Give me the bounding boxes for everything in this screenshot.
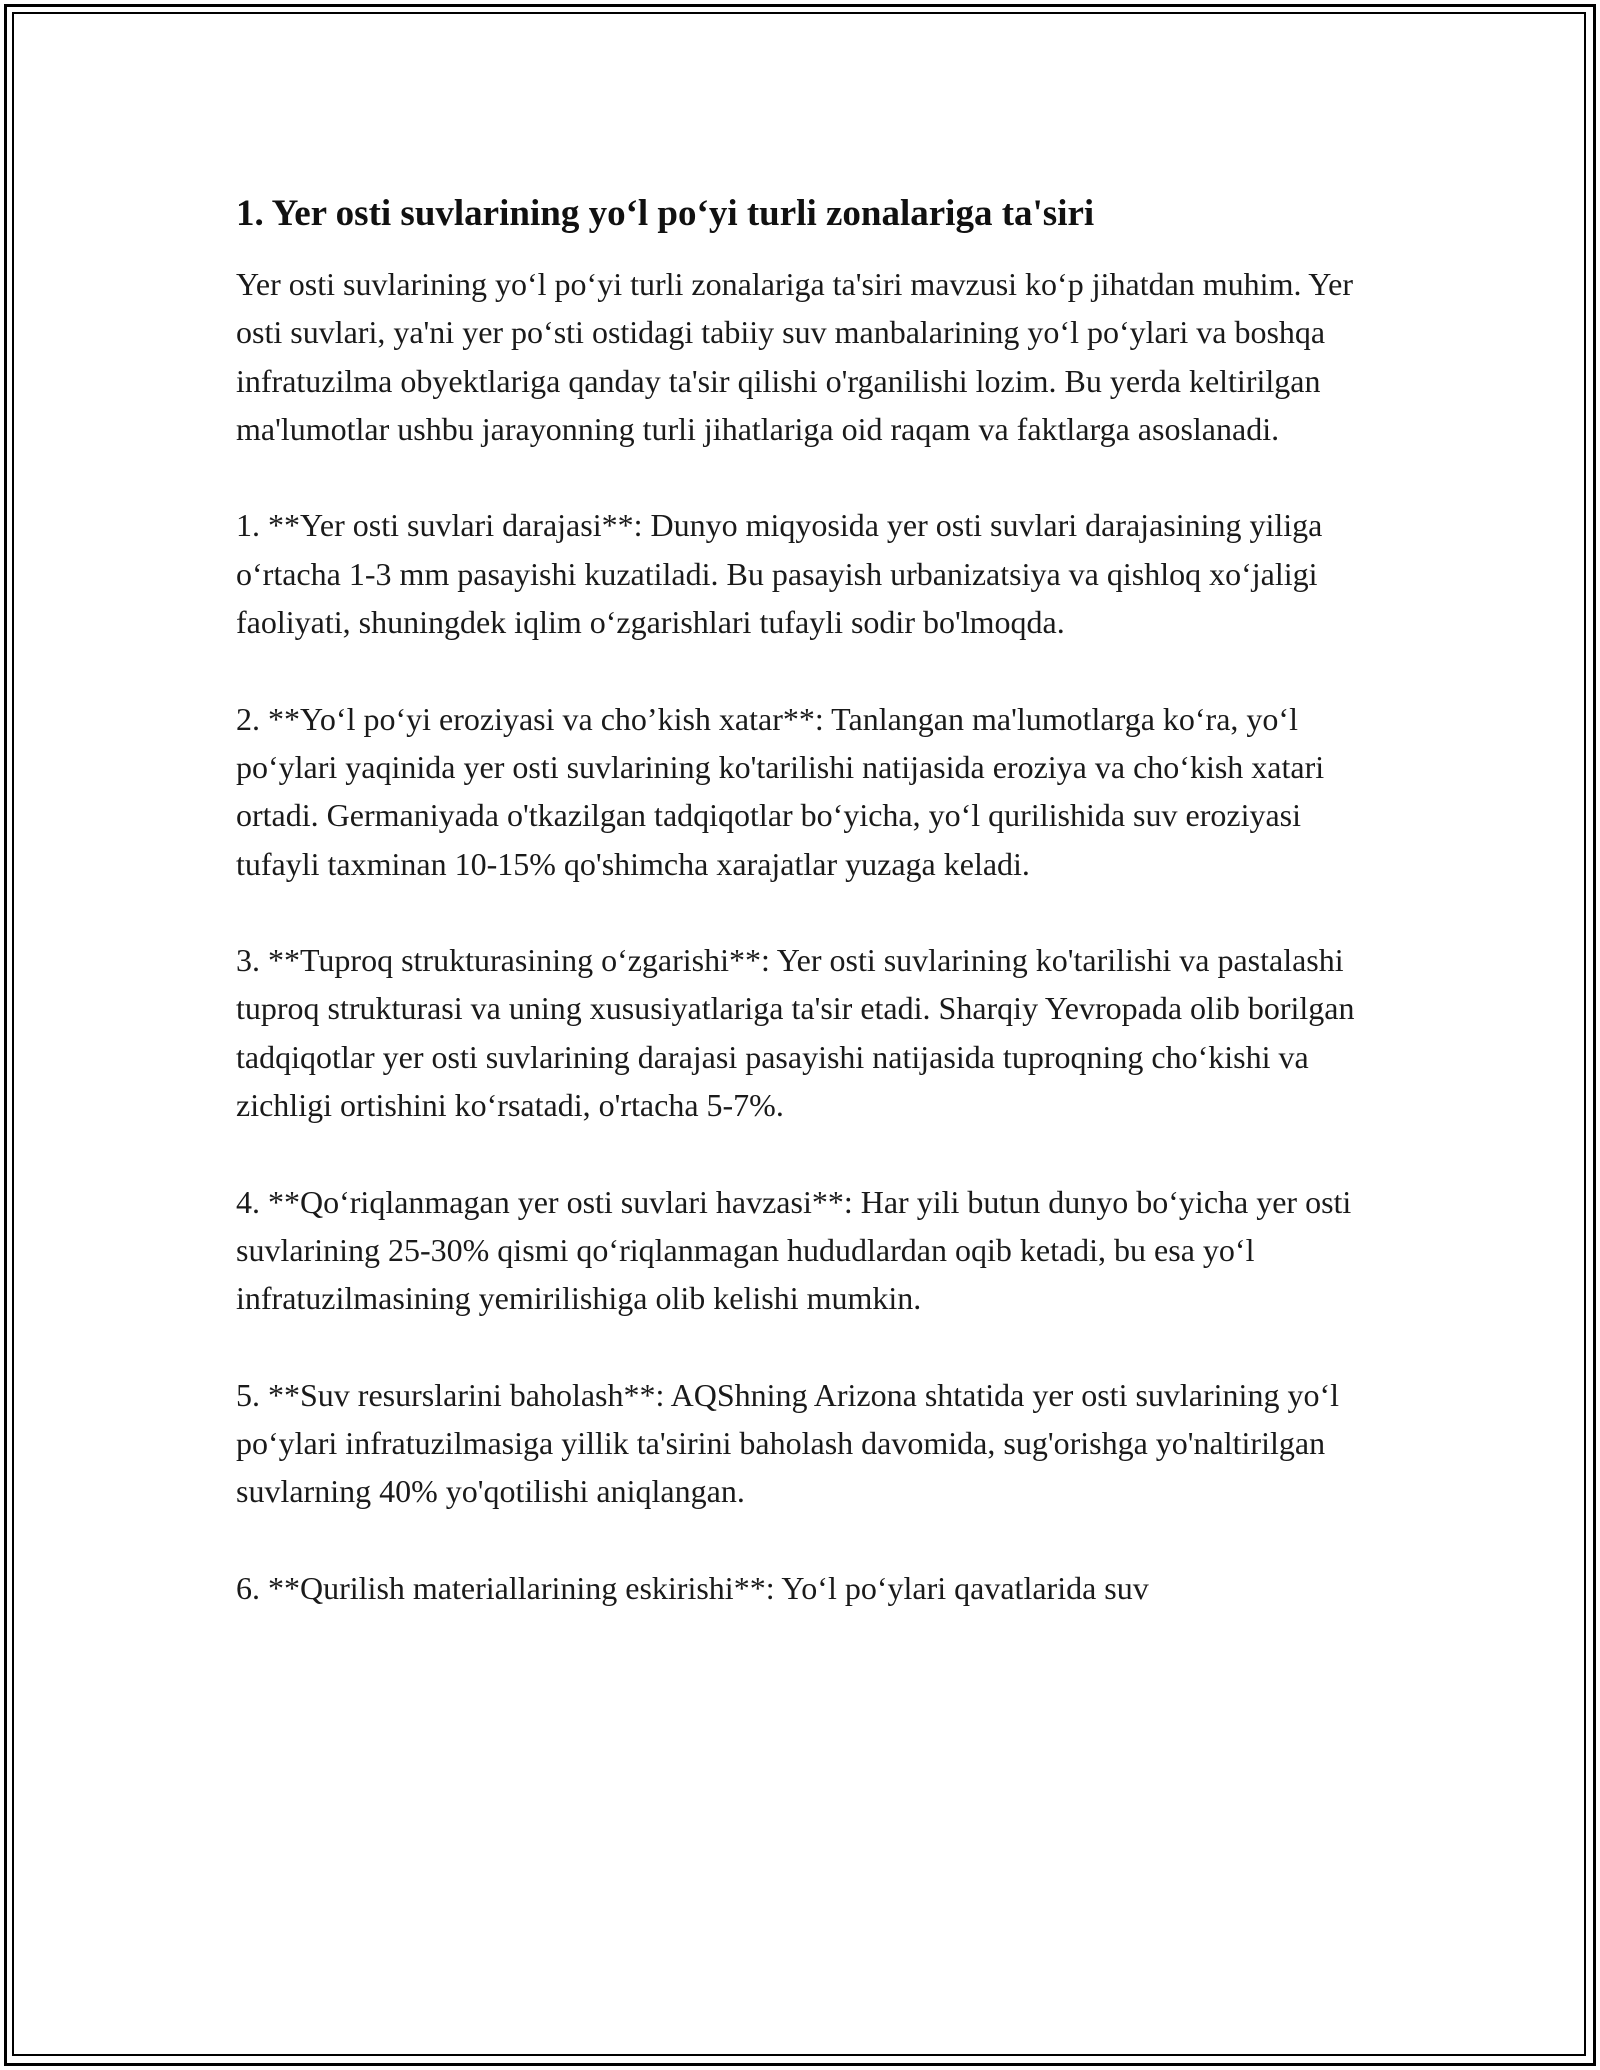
list-item-road-erosion: 2. **Yo‘l po‘yi eroziyasi va cho’kish xatar**: Tanlangan ma'lumotlarga ko‘ra, yo‘l po‘ylari yaqinida yer osti suvlarining ko'tarilishi natijasida eroziya va cho‘kish xatari ortadi. Germaniyada o'tkazilgan tadqiqotlar bo‘yicha, yo‘l qurilishida suv eroziyasi tufayli taxminan 10-15% qo'shimcha xarajatlar yuzaga keladi. — [236, 700, 1325, 882]
intro-paragraph: Yer osti suvlarining yo‘l po‘yi turli zonalariga ta'siri mavzusi ko‘p jihatdan muhim. Yer osti suvlari, ya'ni yer po‘sti ostidagi tabiiy suv manbalarining yo‘l po‘ylari va boshqa infratuzilma obyektlariga qanday ta'sir qilishi o'rganilishi lozim. Bu yerda keltirilgan ma'lumotlar ushbu jarayonning turli jihatlariga oid raqam va faktlarga asoslanadi. — [236, 266, 1354, 447]
document-body — [236, 186, 1370, 1661]
list-item-water-resources: 5. **Suv resurslarini baholash**: AQShning Arizona shtatida yer osti suvlarining yo‘l po‘ylari infratuzilmasiga yillik ta'sirini baholash davomida, sug'orishga yo'naltirilgan suvlarning 40% yo'qotilishi aniqlangan. — [236, 1376, 1339, 1510]
list-item-unprotected-basin: 4. **Qo‘riqlanmagan yer osti suvlari havzasi**: Har yili butun dunyo bo‘yicha yer osti suvlarining 25-30% qismi qo‘riqlanmagan hududlardan oqib ketadi, bu esa yo‘l infratuzilmasining yemirilishiga olib kelishi mumkin. — [236, 1183, 1352, 1317]
list-item-soil-structure: 3. **Tuproq strukturasining o‘zgarishi**: Yer osti suvlarining ko'tarilishi va pastalashi tuproq strukturasi va uning xususiyatlariga ta'sir etadi. Sharqiy Yevropada olib borilgan tadqiqotlar yer osti suvlarining darajasi pasayishi natijasida tuproqning cho‘kishi va zichligi ortishini ko‘rsatadi, o'rtacha 5-7%. — [236, 942, 1355, 1124]
list-item-material-wear: 6. **Qurilish materiallarining eskirishi**: Yo‘l po‘ylari qavatlarida suv — [236, 1570, 1149, 1607]
section-heading: 1. Yer osti suvlarining yo‘l po‘yi turli zonalariga ta'siri — [236, 193, 1095, 234]
list-item-groundwater-level: 1. **Yer osti suvlari darajasi**: Dunyo miqyosida yer osti suvlari darajasining yiliga o‘rtacha 1-3 mm pasayishi kuzatiladi. Bu pasayish urbanizatsiya va qishloq xo‘jaligi faoliyati, shuningdek iqlim o‘zgarishlari tufayli sodir bo'lmoqda. — [236, 507, 1323, 641]
